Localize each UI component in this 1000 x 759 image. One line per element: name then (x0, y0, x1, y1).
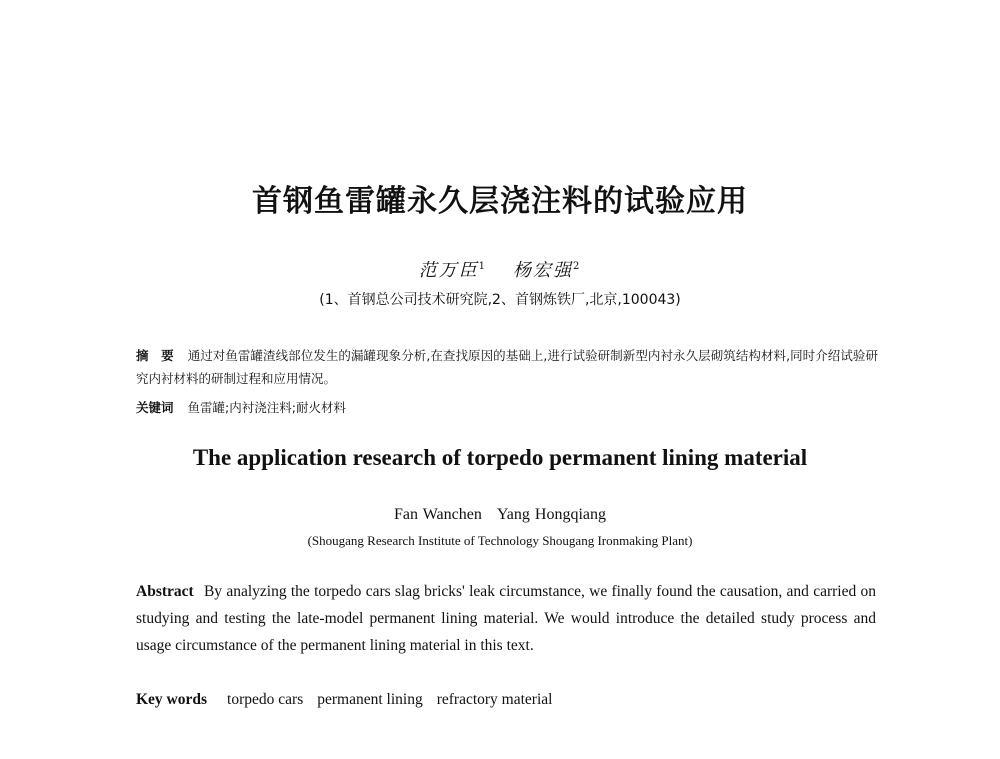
keyword-2: permanent lining (317, 691, 423, 708)
english-title: The application research of torpedo permanent lining material (192, 445, 808, 470)
chinese-title: 首钢鱼雷罐永久层浇注料的试验应用 (252, 184, 748, 219)
chinese-keywords-text: 鱼雷罐;内衬浇注料;耐火材料 (187, 400, 346, 415)
english-abstract-text: By analyzing the torpedo cars slag bricks' leak circumstance, we finally found the causation, and carried on studying and testing the late-model permanent lining material. We would introduce the detailed study process and usage circumstance of the permanent lining material in this text. (136, 583, 877, 654)
author-2-mark: 2 (573, 261, 582, 272)
keyword-1: torpedo cars (227, 691, 304, 708)
english-keywords-label: Key words (136, 691, 208, 708)
english-authors (0, 506, 1000, 524)
english-abstract (136, 578, 876, 659)
chinese-abstract-label: 摘 要 (136, 348, 174, 363)
author-1-mark: 1 (478, 261, 487, 272)
chinese-abstract (136, 344, 878, 390)
chinese-keywords (136, 398, 346, 416)
chinese-keywords-label: 关键词 (136, 400, 174, 415)
chinese-affiliation: (1、首钢总公司技术研究院,2、首钢炼铁厂,北京,100043) (319, 292, 681, 308)
english-author-1: Fan Wanchen (394, 506, 482, 523)
english-keywords (136, 691, 552, 709)
chinese-authors (0, 256, 1000, 282)
chinese-abstract-text: 通过对鱼雷罐渣线部位发生的漏罐现象分析,在查找原因的基础上,进行试验研制新型内衬永久层砌筑结构材料,同时介绍试验研究内衬材料的研制过程和应用情况。 (136, 348, 878, 386)
keyword-3: refractory material (436, 691, 553, 708)
author-1-name: 范万臣 (418, 260, 479, 281)
english-abstract-label: Abstract (136, 583, 194, 600)
english-author-2: Yang Hongqiang (496, 506, 606, 523)
author-2-name: 杨宏强 (513, 260, 573, 281)
english-affiliation: (Shougang Research Institute of Technology Shougang Ironmaking Plant) (307, 533, 693, 548)
